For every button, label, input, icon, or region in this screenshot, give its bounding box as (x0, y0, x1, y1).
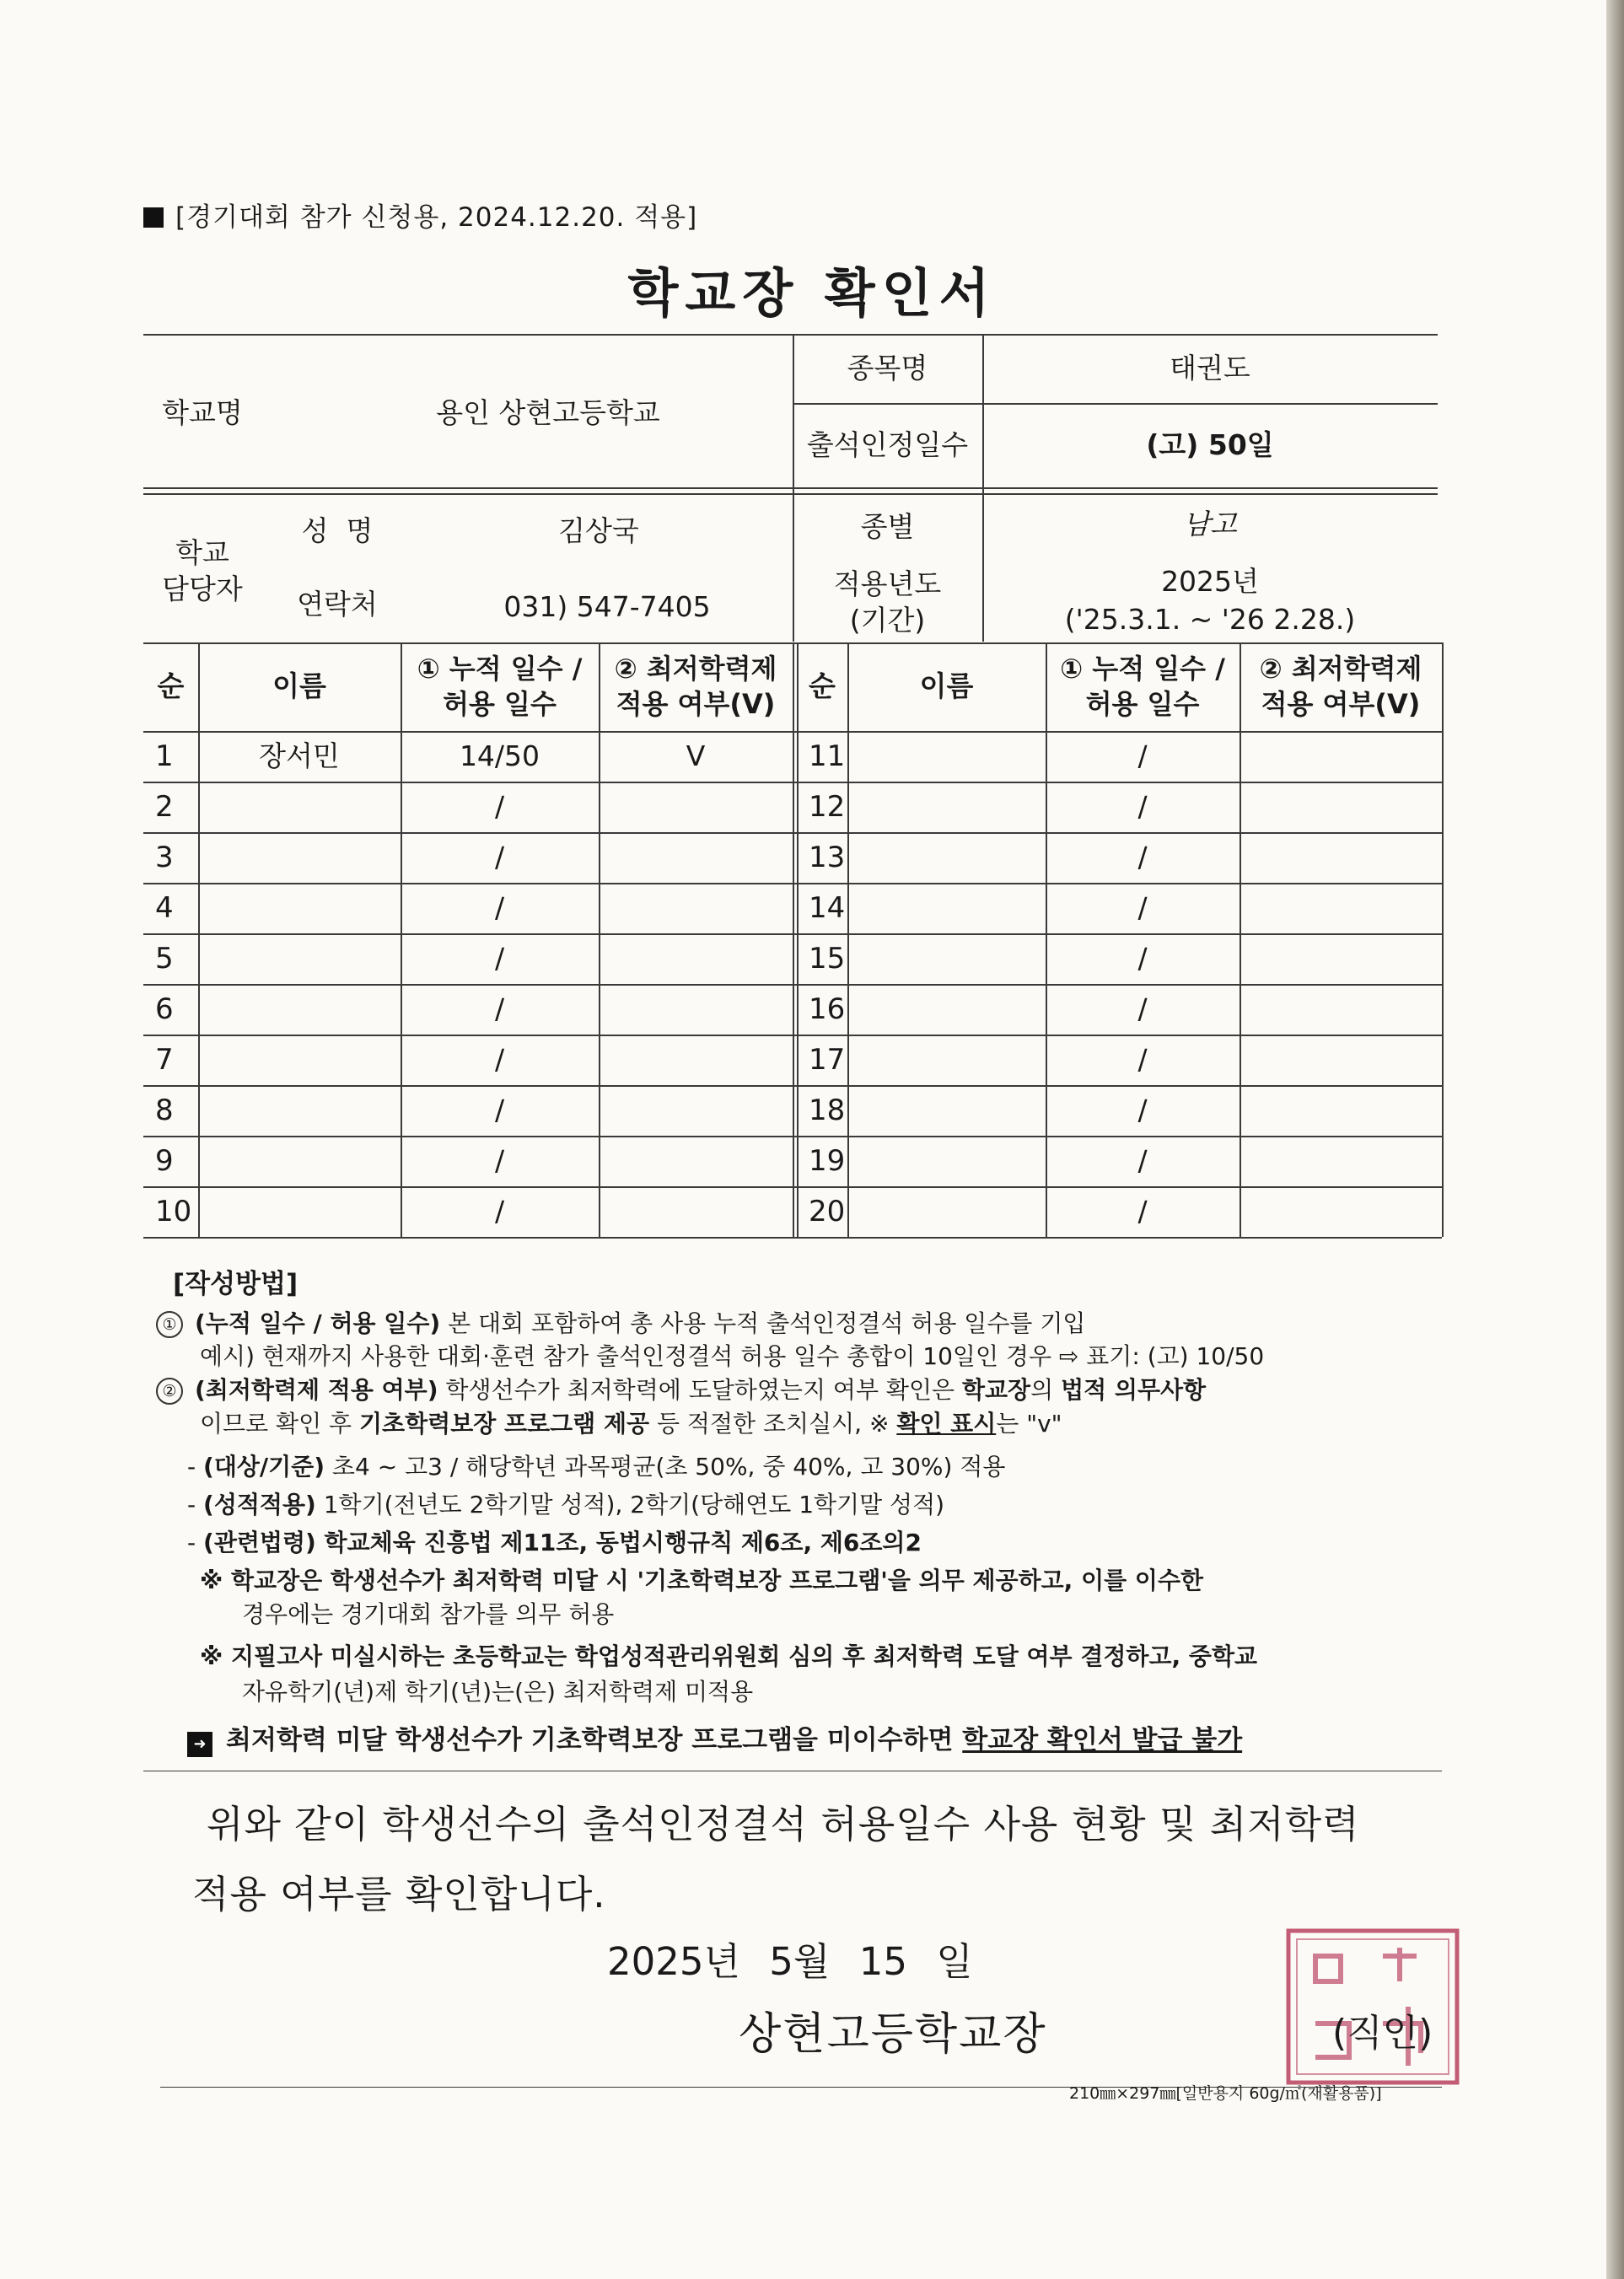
row-student-name (847, 1035, 1046, 1085)
circle-2-icon: ② (156, 1378, 183, 1405)
method-item-2-cont (200, 1410, 1062, 1438)
method-cont-e: 는 "v" (996, 1410, 1062, 1438)
row-seq: 8 (155, 1094, 174, 1127)
method-item-2-bold: (최저학력제 적용 여부) (195, 1376, 438, 1404)
row-seq: 5 (155, 942, 174, 976)
row-min-academic-check (599, 933, 793, 984)
row-days: / (1137, 1042, 1148, 1076)
row-min-academic-check (1240, 933, 1442, 984)
issue-date: 2025년 5월 15 일 (607, 1939, 973, 1984)
manager-contact-value: 031) 547-7405 (503, 590, 711, 624)
row-student-name (847, 1186, 1046, 1237)
arrow-right-icon: ➜ (187, 1732, 212, 1757)
form-usage-text: [경기대회 참가 신청용, 2024.12.20. 적용] (175, 202, 698, 233)
col-header-days: ① 누적 일수 / 허용 일수 (1060, 652, 1225, 720)
row-min-academic-check (1240, 731, 1442, 782)
row-days: / (1137, 890, 1148, 924)
row-min-academic-check (1240, 883, 1442, 933)
row-min-academic-check (599, 984, 793, 1035)
row-days: / (1137, 1143, 1148, 1177)
method-item-1-text: 본 대회 포함하여 총 사용 누적 출석인정결석 허용 일수를 기입 (440, 1309, 1086, 1337)
row-seq: 4 (155, 891, 174, 925)
row-min-academic-check (599, 1085, 793, 1136)
apply-year-value: 2025년 (1161, 564, 1259, 598)
table-rule (143, 1237, 1442, 1239)
category-label: 종별 (860, 509, 915, 543)
table-column-rule (793, 642, 794, 1237)
row-min-academic-check (599, 782, 793, 832)
row-seq: 18 (809, 1094, 846, 1127)
col-header-name: 이름 (919, 669, 974, 703)
page-edge-shadow (1606, 0, 1624, 2279)
attendance-days-label: 출석인정일수 (806, 427, 969, 461)
row-days: / (494, 1093, 505, 1126)
row-student-name (198, 1035, 401, 1085)
col-header-min-academic: ② 최저학력제 적용 여부(V) (614, 652, 777, 720)
method-law-bold: (관련법령) (203, 1529, 316, 1556)
method-cont-d: 확인 표시 (896, 1410, 997, 1438)
document-title: 학교장 확인서 (627, 262, 997, 324)
method-title: [작성방법] (173, 1269, 298, 1299)
dash-icon: - (187, 1529, 196, 1556)
school-name-value: 용인 상현고등학교 (436, 395, 660, 429)
row-days: / (1137, 992, 1148, 1025)
row-student-name (847, 731, 1046, 782)
manager-contact-label: 연락처 (297, 588, 378, 621)
row-seq: 10 (155, 1195, 192, 1228)
method-target-bold: (대상/기준) (203, 1453, 325, 1481)
row-student-name (198, 832, 401, 883)
method-cont-c: 등 적절한 조치실시, ※ (649, 1410, 897, 1438)
method-note-2-cont: 자유학기(년)제 학기(년)는(은) 최저학력제 미적용 (242, 1678, 754, 1706)
school-name-label: 학교명 (162, 395, 243, 429)
method-grade-text: 1학기(전년도 2학기말 성적), 2학기(당해연도 1학기말 성적) (315, 1491, 945, 1518)
paper-spec-footnote: 210㎜×297㎜[일반용지 60g/㎡(재활용품)] (1069, 2084, 1382, 2103)
method-item-2 (156, 1376, 1206, 1405)
row-student-name: 장서민 (259, 739, 340, 772)
method-item-2-text-d: 법적 의무사항 (1061, 1376, 1207, 1404)
row-student-name (198, 1136, 401, 1186)
row-min-academic-check (1240, 832, 1442, 883)
row-days: / (1137, 941, 1148, 975)
row-seq: 12 (809, 790, 846, 824)
method-warning-underline: 학교장 확인서 발급 불가 (962, 1725, 1243, 1755)
row-min-academic-check (1240, 984, 1442, 1035)
row-seq: 16 (809, 992, 846, 1026)
method-note-2: ※ 지필고사 미실시하는 초등학교는 학업성적관리위원회 심의 후 최저학력 도달 여부 결정하고, 중학교 (200, 1642, 1258, 1670)
method-item-2-text-a: 학생선수가 최저학력에 도달하였는지 여부 확인은 (438, 1376, 962, 1404)
row-seq: 17 (809, 1043, 846, 1077)
row-min-academic-check (1240, 1136, 1442, 1186)
method-warning (187, 1725, 1242, 1757)
row-seq: 3 (155, 841, 174, 874)
row-student-name (198, 1186, 401, 1237)
row-days: / (1137, 840, 1148, 873)
row-seq: 1 (155, 739, 174, 773)
row-days: / (494, 789, 505, 823)
row-days: / (1137, 739, 1148, 772)
method-example: 예시) 현재까지 사용한 대회·훈련 참가 출석인정결석 허용 일수 총합이 10일인 경우 ⇨ 표기: (고) 10/50 (200, 1342, 1265, 1370)
row-seq: 2 (155, 790, 174, 824)
seal-label: (직인) (1332, 2012, 1433, 2055)
method-item-2-text-c: 의 (1030, 1376, 1062, 1404)
row-min-academic-check (599, 1136, 793, 1186)
row-student-name (198, 1085, 401, 1136)
row-min-academic-check (599, 883, 793, 933)
row-student-name (847, 883, 1046, 933)
row-seq: 13 (809, 841, 846, 874)
row-days: / (494, 1143, 505, 1177)
method-cont-a: 이므로 확인 후 (200, 1410, 359, 1438)
method-grade-bold: (성적적용) (203, 1491, 316, 1518)
school-manager-label: 학교 담당자 (162, 535, 243, 605)
method-cont-b: 기초학력보장 프로그램 제공 (359, 1410, 650, 1438)
method-note-1-cont: 경우에는 경기대회 참가를 의무 허용 (242, 1600, 615, 1628)
row-days: / (494, 992, 505, 1025)
row-student-name (198, 883, 401, 933)
sport-label: 종목명 (847, 351, 928, 384)
row-student-name (847, 1085, 1046, 1136)
row-min-academic-check (1240, 1035, 1442, 1085)
row-seq: 20 (809, 1195, 846, 1228)
row-min-academic-check (1240, 782, 1442, 832)
method-item-1 (156, 1309, 1085, 1338)
row-days: 14/50 (459, 739, 540, 772)
row-seq: 7 (155, 1043, 174, 1077)
method-note-1: ※ 학교장은 학생선수가 최저학력 미달 시 '기초학력보장 프로그램'을 의무 제공하고, 이를 이수한 (200, 1567, 1204, 1594)
principal-title: 상현고등학교장 (739, 2009, 1047, 2060)
row-student-name (847, 984, 1046, 1035)
row-student-name (847, 832, 1046, 883)
method-item-1-bold: (누적 일수 / 허용 일수) (195, 1309, 441, 1337)
row-seq: 14 (809, 891, 846, 925)
row-days: / (1137, 1194, 1148, 1228)
row-seq: 11 (809, 739, 846, 773)
manager-name-value: 김상국 (558, 513, 639, 547)
row-student-name (198, 933, 401, 984)
row-min-academic-check (599, 1035, 793, 1085)
col-header-seq: 순 (809, 669, 836, 703)
row-seq: 9 (155, 1144, 174, 1178)
form-usage-tag (143, 196, 697, 234)
apply-period-value: ('25.3.1. ~ '26 2.28.) (1064, 602, 1356, 636)
dash-icon: - (187, 1453, 196, 1481)
method-target (187, 1453, 1005, 1481)
sport-value: 태권도 (1170, 351, 1250, 384)
dash-icon: - (187, 1491, 196, 1518)
col-header-days: ① 누적 일수 / 허용 일수 (417, 652, 583, 720)
method-law-text: 학교체육 진흥법 제11조, 동법시행규칙 제6조, 제6조의2 (315, 1529, 922, 1556)
method-item-2-text-b: 학교장 (961, 1376, 1031, 1404)
manager-name-label: 성 명 (301, 513, 374, 547)
statement-line-1: 위와 같이 학생선수의 출석인정결석 허용일수 사용 현황 및 최저학력 (207, 1802, 1360, 1846)
row-min-academic-check (1240, 1085, 1442, 1136)
category-value: 남고 (1183, 508, 1237, 541)
row-days: / (1137, 789, 1148, 823)
circle-1-icon: ① (156, 1311, 183, 1338)
row-days: / (494, 1194, 505, 1228)
row-student-name (847, 1136, 1046, 1186)
col-header-min-academic: ② 최저학력제 적용 여부(V) (1259, 652, 1422, 720)
row-days: / (1137, 1093, 1148, 1126)
row-student-name (198, 782, 401, 832)
method-grade (187, 1491, 944, 1519)
row-student-name (198, 984, 401, 1035)
row-seq: 6 (155, 992, 174, 1026)
method-law (187, 1529, 922, 1557)
row-min-academic-check (599, 1186, 793, 1237)
col-header-seq: 순 (157, 669, 185, 703)
row-days: / (494, 941, 505, 975)
method-target-text: 초4 ~ 고3 / 해당학년 과목평균(초 50%, 중 40%, 고 30%) 적용 (325, 1453, 1006, 1481)
attendance-days-value: (고) 50일 (1146, 427, 1274, 461)
row-seq: 19 (809, 1144, 846, 1178)
row-min-academic-check (1240, 1186, 1442, 1237)
method-warning-text: 최저학력 미달 학생선수가 기초학력보장 프로그램을 미이수하면 (226, 1725, 963, 1755)
statement-line-2: 적용 여부를 확인합니다. (192, 1872, 606, 1916)
col-header-name: 이름 (272, 669, 326, 703)
row-min-academic-check: V (686, 739, 706, 772)
row-days: / (494, 890, 505, 924)
row-student-name (847, 782, 1046, 832)
apply-year-label: 적용년도 (기간) (833, 567, 942, 637)
row-days: / (494, 840, 505, 873)
row-min-academic-check (599, 832, 793, 883)
row-student-name (847, 933, 1046, 984)
row-seq: 15 (809, 942, 846, 976)
row-days: / (494, 1042, 505, 1076)
square-bullet-icon (143, 207, 164, 228)
table-column-rule (1442, 642, 1444, 1237)
